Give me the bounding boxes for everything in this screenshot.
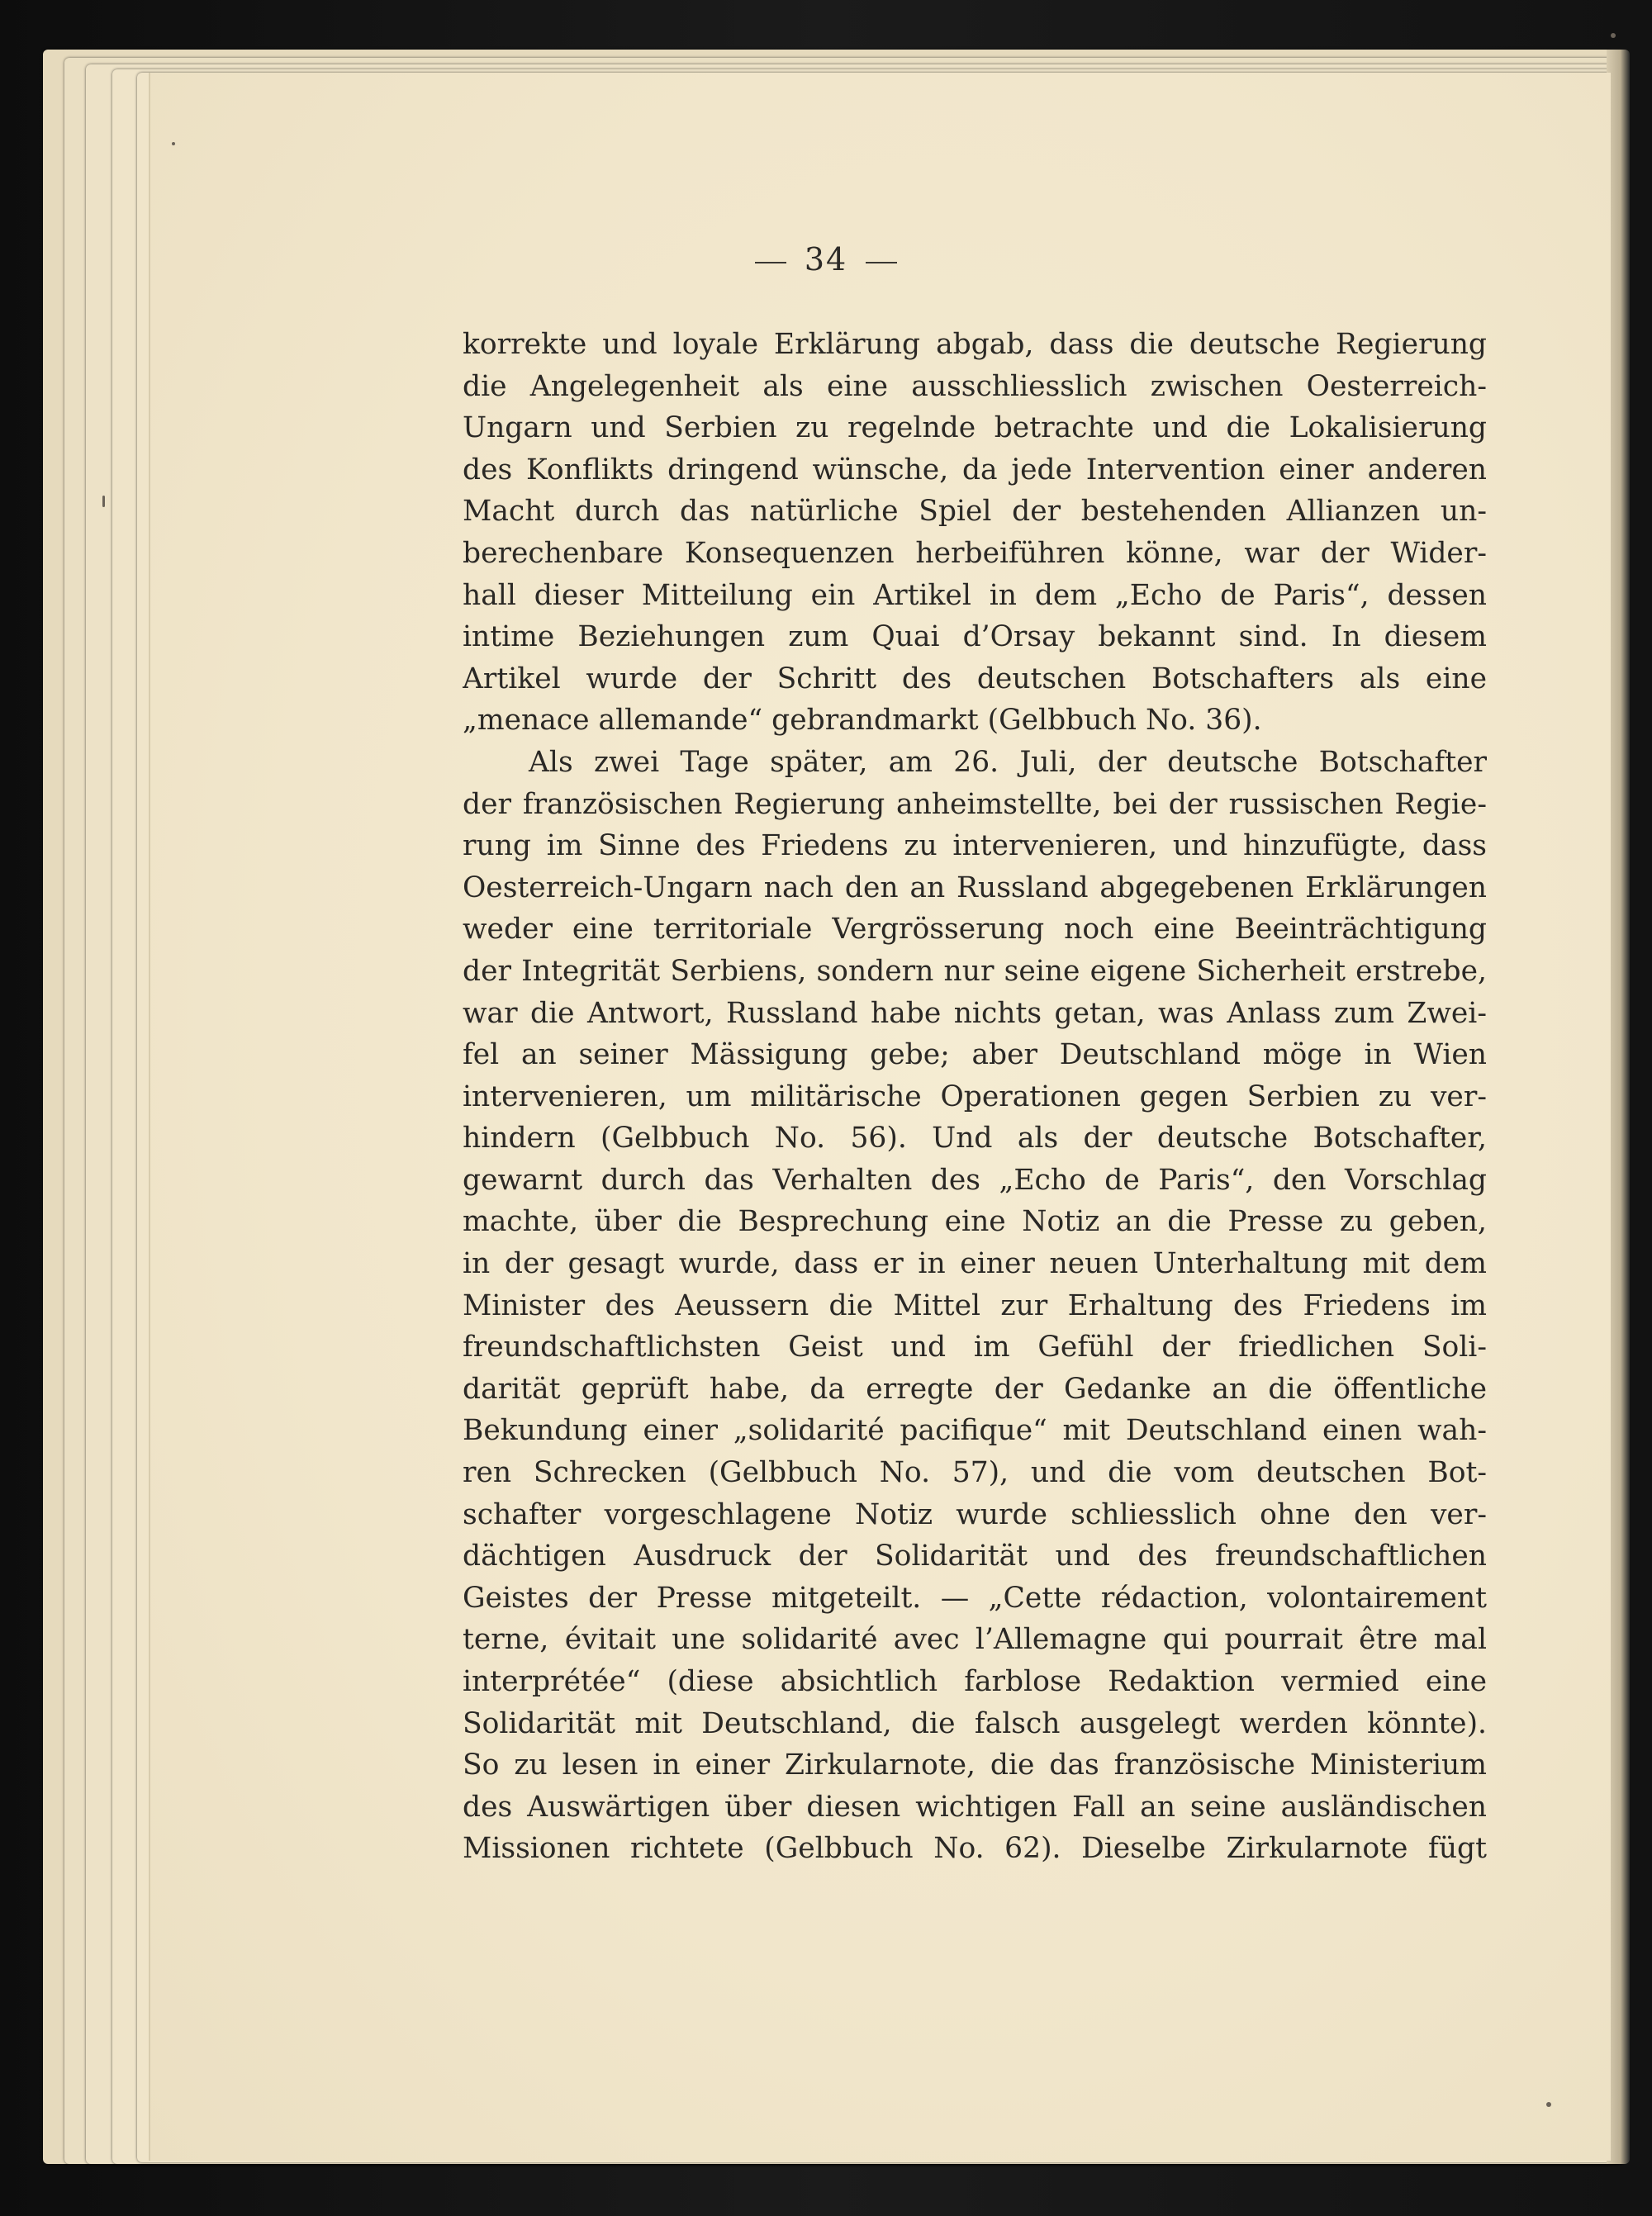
text-line: der Integrität Serbiens, sondern nur seine eigene Sicherheit erstrebe,	[463, 954, 1487, 988]
text-line: gewarnt durch das Verhalten des „Echo de Paris“, den Vorschlag	[463, 1163, 1487, 1197]
text-line: der französischen Regierung anheimstellte, bei der russischen Regie-	[463, 787, 1487, 821]
text-line: Geistes der Presse mitgeteilt. — „Cette rédaction, volontairement	[463, 1581, 1487, 1615]
text-line: Artikel wurde der Schritt des deutschen Botschafters als eine	[463, 662, 1487, 695]
text-line: des Auswärtigen über diesen wichtigen Fall an seine ausländischen	[463, 1790, 1487, 1824]
body-text	[463, 324, 1487, 1870]
text-line: intervenieren, um militärische Operationen gegen Serbien zu ver-	[463, 1080, 1487, 1113]
text-line: korrekte und loyale Erklärung abgab, dass die deutsche Regierung	[463, 328, 1487, 361]
page-number	[0, 241, 1652, 278]
text-line: freundschaftlichsten Geist und im Gefühl der friedlichen Soli-	[463, 1331, 1487, 1364]
text-line: Als zwei Tage später, am 26. Juli, der deutsche Botschafter	[529, 745, 1487, 779]
text-line: hindern (Gelbbuch No. 56). Und als der deutsche Botschafter,	[463, 1122, 1487, 1155]
text-line: Ungarn und Serbien zu regelnde betrachte und die Lokalisierung	[463, 411, 1487, 445]
text-line: Macht durch das natürliche Spiel der bestehenden Allianzen un-	[463, 495, 1487, 529]
text-line: des Konflikts dringend wünsche, da jede Intervention einer anderen	[463, 453, 1487, 486]
text-line: in der gesagt wurde, dass er in einer neuen Unterhaltung mit dem	[463, 1247, 1487, 1281]
text-line: Bekundung einer „solidarité pacifique“ mit Deutschland einen wah-	[463, 1414, 1487, 1448]
text-line: interprétée“ (diese absichtlich farblose Redaktion vermied eine	[463, 1665, 1487, 1698]
text-line: Solidarität mit Deutschland, die falsch ausgelegt werden könnte).	[463, 1706, 1487, 1740]
scan-speck	[172, 142, 175, 145]
scan-speck	[102, 496, 105, 507]
text-line: Oesterreich-Ungarn nach den an Russland abgegebenen Erklärungen	[463, 871, 1487, 904]
text-line: fel an seiner Mässigung gebe; aber Deutschland möge in Wien	[463, 1038, 1487, 1072]
text-line: darität geprüft habe, da erregte der Gedanke an die öffentliche	[463, 1372, 1487, 1406]
text-line: dächtigen Ausdruck der Solidarität und des freundschaftlichen	[463, 1540, 1487, 1573]
page-number-value: 34	[804, 241, 848, 278]
text-line: machte, über die Besprechung eine Notiz an die Presse zu geben,	[463, 1205, 1487, 1239]
page-number-dash-left	[755, 262, 786, 263]
text-line: weder eine territoriale Vergrösserung noch eine Beeinträchtigung	[463, 913, 1487, 947]
text-line: rung im Sinne des Friedens zu intervenieren, und hinzufügte, dass	[463, 829, 1487, 863]
text-line: war die Antwort, Russland habe nichts getan, was Anlass zum Zwei-	[463, 996, 1487, 1030]
scan-speck	[1546, 2102, 1551, 2107]
text-line: schafter vorgeschlagene Notiz wurde schliesslich ohne den ver-	[463, 1497, 1487, 1531]
text-line: berechenbare Konsequenzen herbeiführen könne, war der Wider-	[463, 536, 1487, 570]
scan-speck	[1611, 33, 1616, 38]
text-line: terne, évitait une solidarité avec l’Allemagne qui pourrait être mal	[463, 1623, 1487, 1657]
text-line: Missionen richtete (Gelbbuch No. 62). Dieselbe Zirkularnote fügt	[463, 1832, 1487, 1866]
text-line: „menace allemande“ gebrandmarkt (Gelbbuch No. 36).	[463, 704, 1262, 738]
text-line: intime Beziehungen zum Quai d’Orsay bekannt sind. In diesem	[463, 620, 1487, 654]
text-line: hall dieser Mitteilung ein Artikel in dem „Echo de Paris“, dessen	[463, 578, 1487, 612]
text-line: So zu lesen in einer Zirkularnote, die das französische Ministerium	[463, 1749, 1487, 1782]
text-line: die Angelegenheit als eine ausschliesslich zwischen Oesterreich-	[463, 369, 1487, 403]
text-line: ren Schrecken (Gelbbuch No. 57), und die vom deutschen Bot-	[463, 1456, 1487, 1490]
text-line: Minister des Aeussern die Mittel zur Erhaltung des Friedens im	[463, 1288, 1487, 1322]
page-number-dash-right	[866, 262, 897, 263]
